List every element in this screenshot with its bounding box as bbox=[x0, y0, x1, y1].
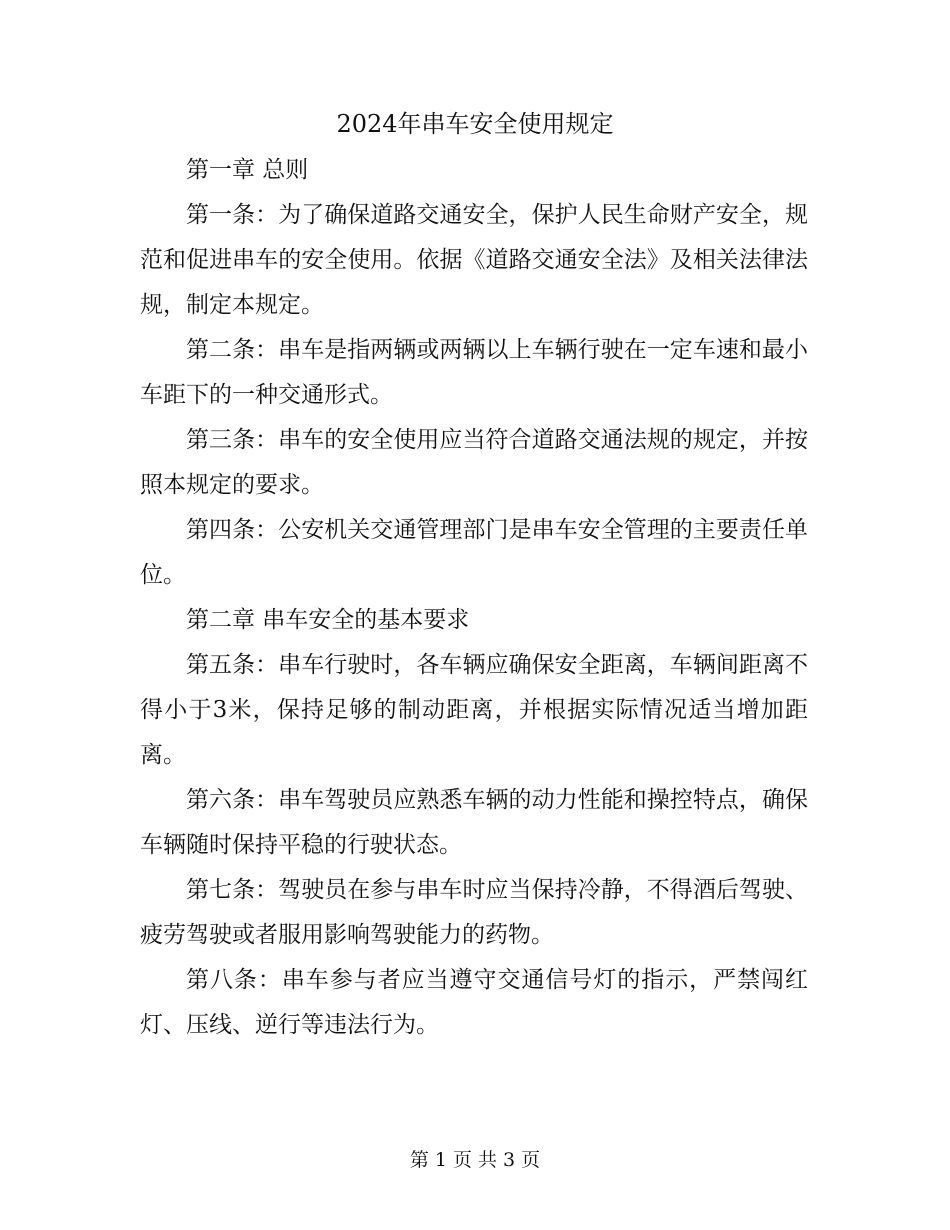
article-paragraph: 第二条：串车是指两辆或两辆以上车辆行驶在一定车速和最小车距下的一种交通形式。 bbox=[140, 337, 808, 408]
document-body bbox=[140, 148, 808, 1048]
article-paragraph: 第八条：串车参与者应当遵守交通信号灯的指示，严禁闯红灯、压线、逆行等违法行为。 bbox=[140, 967, 808, 1038]
chapter-heading: 第一章 总则 bbox=[186, 157, 309, 183]
page-footer: 第 1 页 共 3 页 bbox=[409, 1149, 541, 1171]
article-paragraph: 第五条：串车行驶时，各车辆应确保安全距离，车辆间距离不得小于3米，保持足够的制动距离，并根据实际情况适当增加距离。 bbox=[140, 652, 808, 768]
article-paragraph: 第一条：为了确保道路交通安全，保护人民生命财产安全，规范和促进串车的安全使用。依据《道路交通安全法》及相关法律法规，制定本规定。 bbox=[140, 202, 808, 318]
article-paragraph: 第三条：串车的安全使用应当符合道路交通法规的规定，并按照本规定的要求。 bbox=[140, 427, 808, 498]
chapter-heading: 第二章 串车安全的基本要求 bbox=[186, 607, 470, 633]
article-paragraph: 第四条：公安机关交通管理部门是串车安全管理的主要责任单位。 bbox=[140, 517, 808, 588]
article-paragraph: 第七条：驾驶员在参与串车时应当保持冷静，不得酒后驾驶、疲劳驾驶或者服用影响驾驶能力的药物。 bbox=[140, 877, 808, 948]
article-paragraph: 第六条：串车驾驶员应熟悉车辆的动力性能和操控特点，确保车辆随时保持平稳的行驶状态。 bbox=[140, 787, 808, 858]
document-title: 2024年串车安全使用规定 bbox=[336, 110, 614, 138]
